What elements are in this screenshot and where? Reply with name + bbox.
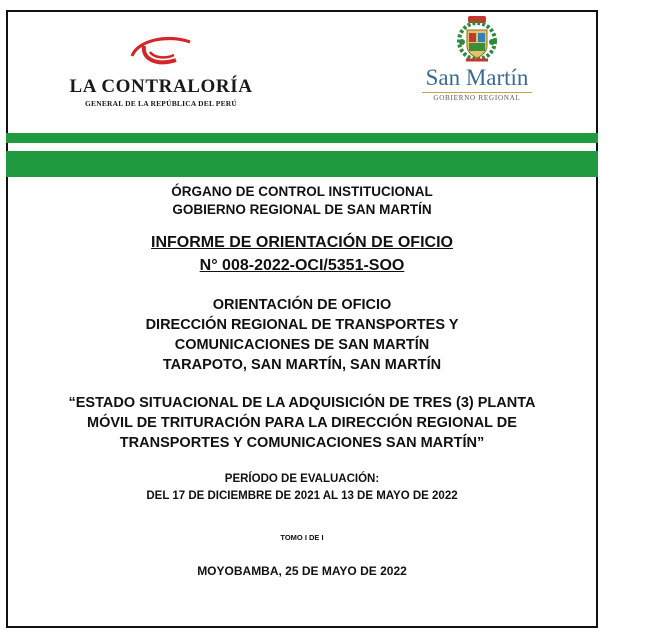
orientacion-line: ORIENTACIÓN DE OFICIO bbox=[212, 297, 392, 313]
tomo-label: TOMO I DE I bbox=[280, 533, 324, 542]
informe-line: INFORME DE ORIENTACIÓN DE OFICIO bbox=[151, 234, 453, 251]
cover-content bbox=[8, 183, 596, 578]
organo-line: ÓRGANO DE CONTROL INSTITUCIONAL bbox=[171, 184, 433, 199]
green-band-thick bbox=[6, 151, 598, 177]
lugar-fecha: MOYOBAMBA, 25 DE MAYO DE 2022 bbox=[197, 564, 407, 578]
contraloria-emblem-icon bbox=[124, 34, 198, 74]
report-subject-title: “ESTADO SITUACIONAL DE LA ADQUISICIÓN DE TRES (3) PLANTA MÓVIL DE TRITURACIÓN PARA LA DIRECCIÓN REGIONAL DE TRANSPORTES Y COMUNICACIONES SAN MARTÍN” bbox=[68, 395, 536, 451]
green-band-thin bbox=[6, 133, 598, 143]
orientacion-block bbox=[8, 295, 596, 375]
contraloria-logo bbox=[66, 34, 256, 108]
periodo-evaluacion bbox=[8, 471, 596, 505]
contraloria-subtitle: GENERAL DE LA REPÚBLICA DEL PERÚ bbox=[84, 99, 238, 108]
informe-title bbox=[8, 231, 596, 277]
orientacion-line: COMUNICACIONES DE SAN MARTÍN bbox=[174, 337, 430, 353]
san-martin-divider bbox=[422, 92, 532, 93]
organo-control bbox=[8, 183, 596, 219]
periodo-value: DEL 17 DE DICIEMBRE DE 2021 AL 13 DE MAYO DE 2022 bbox=[146, 490, 458, 502]
san-martin-title: San Martín bbox=[425, 65, 529, 90]
san-martin-subtitle: GOBIERNO REGIONAL bbox=[433, 94, 521, 102]
informe-number: N° 008-2022-OCI/5351-SOO bbox=[199, 257, 405, 274]
san-martin-crest-icon bbox=[454, 14, 500, 66]
san-martin-logo bbox=[412, 14, 542, 102]
orientacion-line: DIRECCIÓN REGIONAL DE TRANSPORTES Y bbox=[145, 317, 459, 333]
periodo-label: PERÍODO DE EVALUACIÓN: bbox=[224, 473, 380, 485]
contraloria-title: LA CONTRALORÍA bbox=[69, 76, 253, 97]
organo-line: GOBIERNO REGIONAL DE SAN MARTÍN bbox=[172, 202, 432, 217]
orientacion-line: TARAPOTO, SAN MARTÍN, SAN MARTÍN bbox=[162, 357, 442, 373]
